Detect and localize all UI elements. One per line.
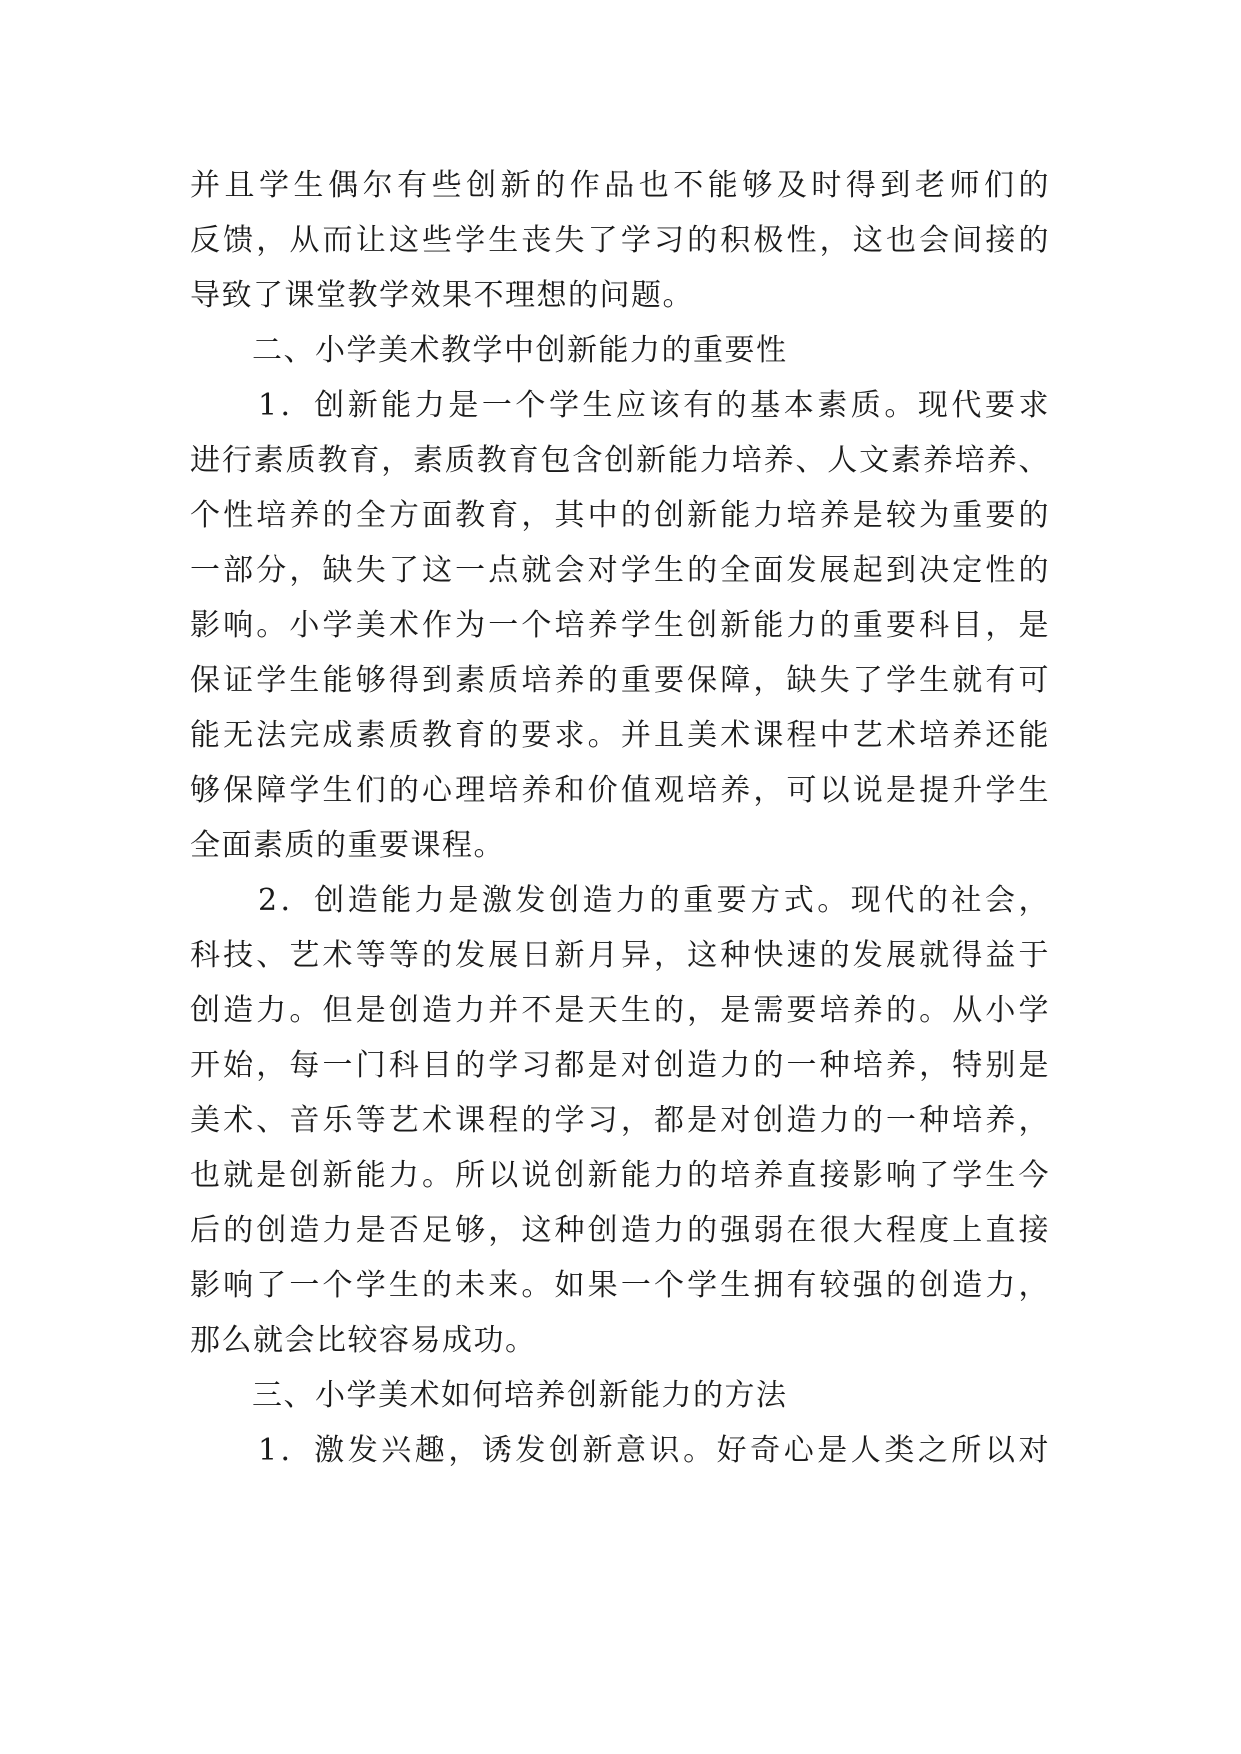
text-line: 进行素质教育，素质教育包含创新能力培养、人文素养培养、 — [190, 443, 1050, 478]
text-line: 后的创造力是否足够，这种创造力的强弱在很大程度上直接 — [190, 1213, 1050, 1248]
text-line: 也就是创新能力。所以说创新能力的培养直接影响了学生今 — [190, 1158, 1050, 1193]
text-line: 科技、艺术等等的发展日新月异，这种快速的发展就得益于 — [190, 938, 1050, 973]
section-heading-importance: 二、小学美术教学中创新能力的重要性 — [252, 333, 788, 368]
text-line: 反馈，从而让这些学生丧失了学习的积极性，这也会间接的 — [190, 223, 1050, 258]
section-heading-methods: 三、小学美术如何培养创新能力的方法 — [252, 1378, 788, 1413]
text-line: 那么就会比较容易成功。 — [190, 1323, 537, 1358]
text-line: 导致了课堂教学效果不理想的问题。 — [190, 278, 694, 313]
text-line: 保证学生能够得到素质培养的重要保障，缺失了学生就有可 — [190, 663, 1050, 698]
list-item-1: 1．创新能力是一个学生应该有的基本素质。现代要求 — [258, 388, 1050, 423]
text-line: 美术、音乐等艺术课程的学习，都是对创造力的一种培养， — [190, 1103, 1050, 1138]
text-line: 开始，每一门科目的学习都是对创造力的一种培养，特别是 — [190, 1048, 1050, 1083]
text-line: 并且学生偶尔有些创新的作品也不能够及时得到老师们的 — [190, 168, 1050, 203]
text-line: 创造力。但是创造力并不是天生的，是需要培养的。从小学 — [190, 993, 1050, 1028]
text-line: 个性培养的全方面教育，其中的创新能力培养是较为重要的 — [190, 498, 1050, 533]
text-line: 够保障学生们的心理培养和价值观培养，可以说是提升学生 — [190, 773, 1050, 808]
text-line: 能无法完成素质教育的要求。并且美术课程中艺术培养还能 — [190, 718, 1050, 753]
text-line: 全面素质的重要课程。 — [190, 828, 505, 863]
text-line: 影响了一个学生的未来。如果一个学生拥有较强的创造力， — [190, 1268, 1050, 1303]
list-item-1-methods: 1．激发兴趣，诱发创新意识。好奇心是人类之所以对 — [258, 1433, 1050, 1468]
document-body — [190, 158, 1050, 1478]
text-line: 影响。小学美术作为一个培养学生创新能力的重要科目，是 — [190, 608, 1050, 643]
text-line: 一部分，缺失了这一点就会对学生的全面发展起到决定性的 — [190, 553, 1050, 588]
list-item-2: 2．创造能力是激发创造力的重要方式。现代的社会， — [258, 883, 1050, 918]
